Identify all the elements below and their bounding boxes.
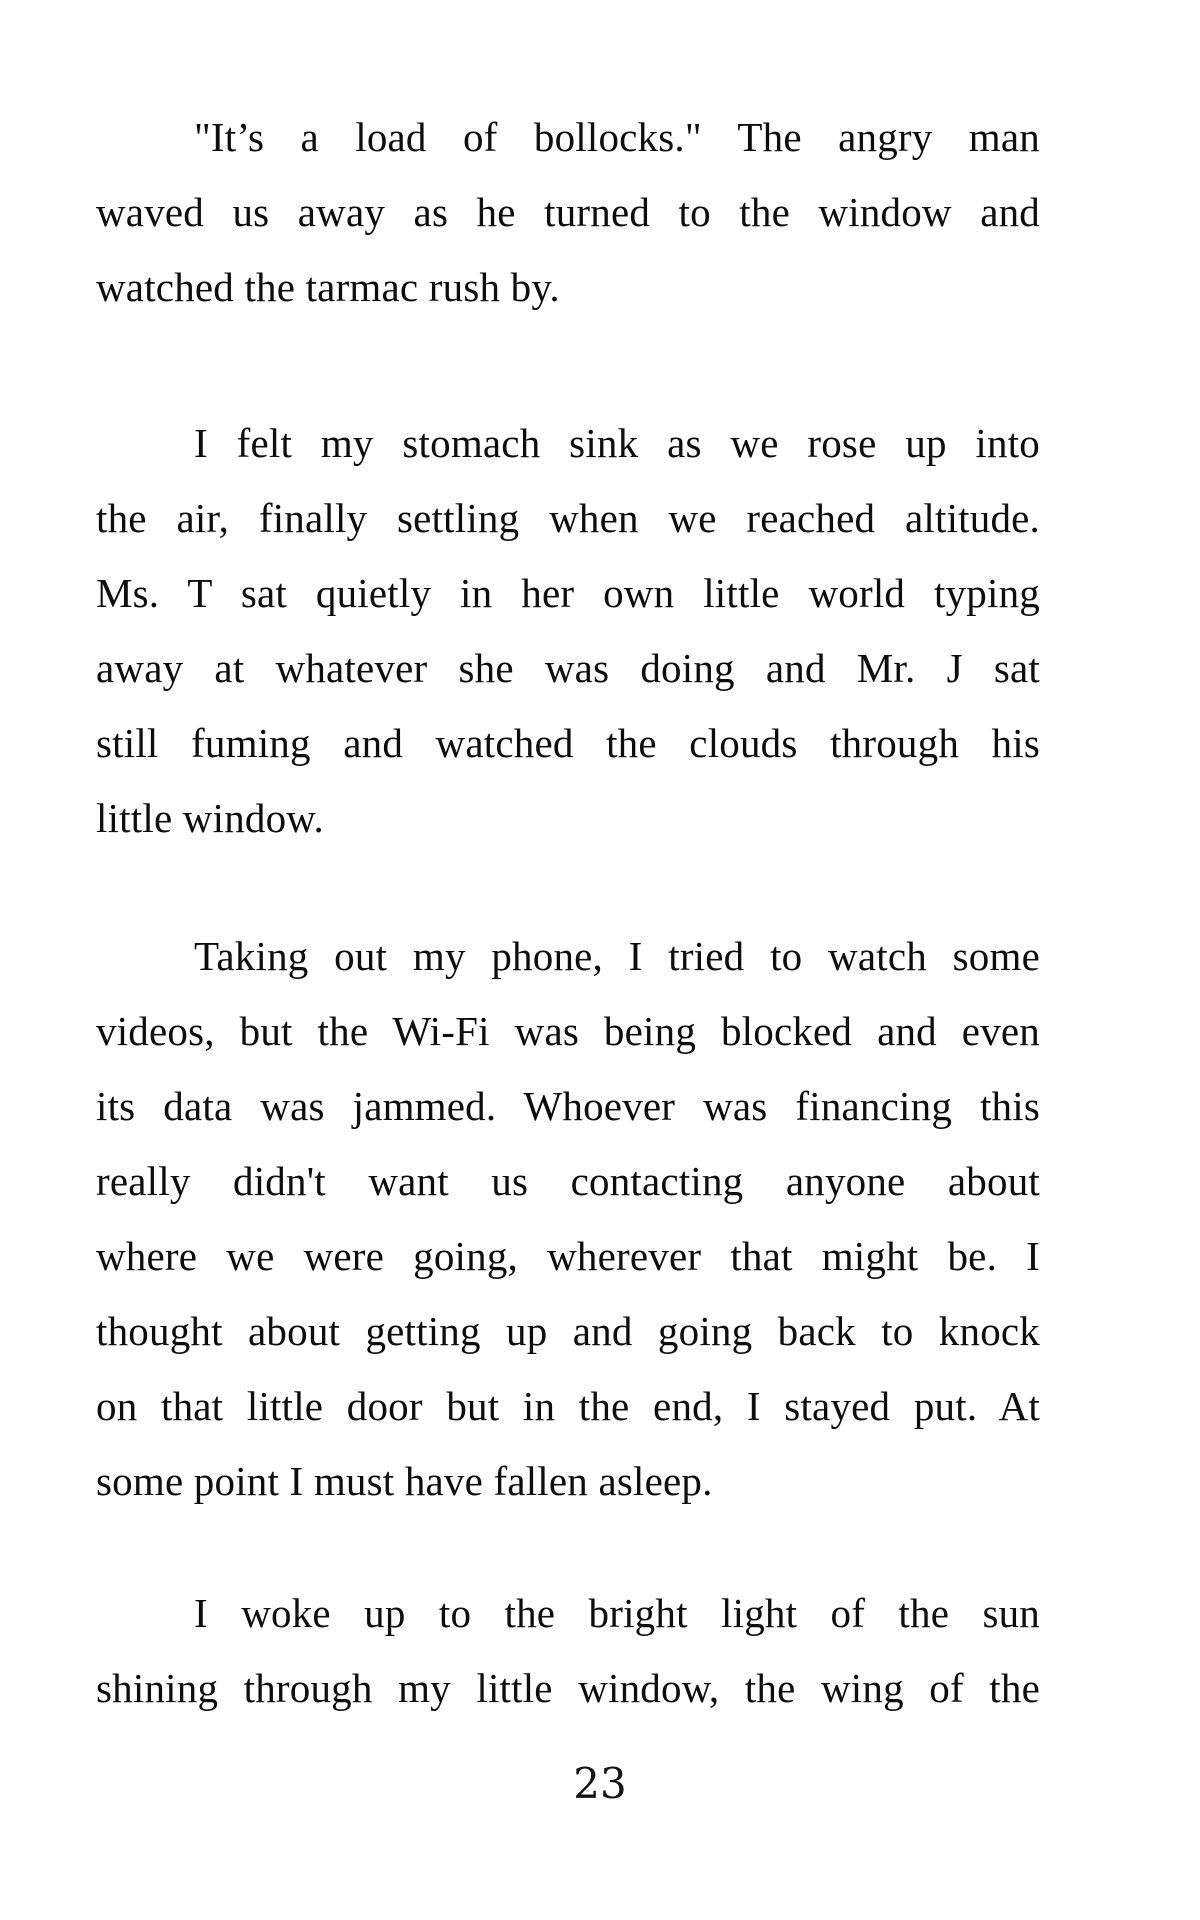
paragraph: [96, 919, 1040, 1519]
text-line: away at whatever she was doing and Mr. J sat: [96, 645, 1040, 691]
text-line: videos, but the Wi-Fi was being blocked and even: [96, 1008, 1040, 1054]
text-line: shining through my little window, the wing of the: [96, 1665, 1040, 1711]
text-line: some point I must have fallen asleep.: [96, 1458, 713, 1504]
paragraph: [96, 1576, 1040, 1726]
paragraph: [96, 406, 1040, 856]
text-line: waved us away as he turned to the window and: [96, 189, 1040, 235]
text-column: [96, 100, 1040, 1726]
page-number: 23: [573, 1759, 627, 1808]
text-line: Taking out my phone, I tried to watch some: [194, 933, 1040, 979]
text-line: the air, finally settling when we reached altitude.: [96, 495, 1040, 541]
text-line: really didn't want us contacting anyone about: [96, 1158, 1040, 1204]
text-line: Ms. T sat quietly in her own little world typing: [96, 570, 1040, 616]
text-line: watched the tarmac rush by.: [96, 264, 560, 310]
text-line: little window.: [96, 795, 324, 841]
text-line: I felt my stomach sink as we rose up into: [194, 420, 1040, 466]
text-line: its data was jammed. Whoever was financing this: [96, 1083, 1040, 1129]
paragraph: [96, 100, 1040, 325]
text-line: still fuming and watched the clouds through his: [96, 720, 1040, 766]
text-line: I woke up to the bright light of the sun: [194, 1590, 1040, 1636]
text-line: where we were going, wherever that might be. I: [96, 1233, 1040, 1279]
text-line: on that little door but in the end, I stayed put. At: [96, 1383, 1040, 1429]
text-line: thought about getting up and going back to knock: [96, 1308, 1040, 1354]
text-line: "It’s a load of bollocks." The angry man: [194, 114, 1040, 160]
